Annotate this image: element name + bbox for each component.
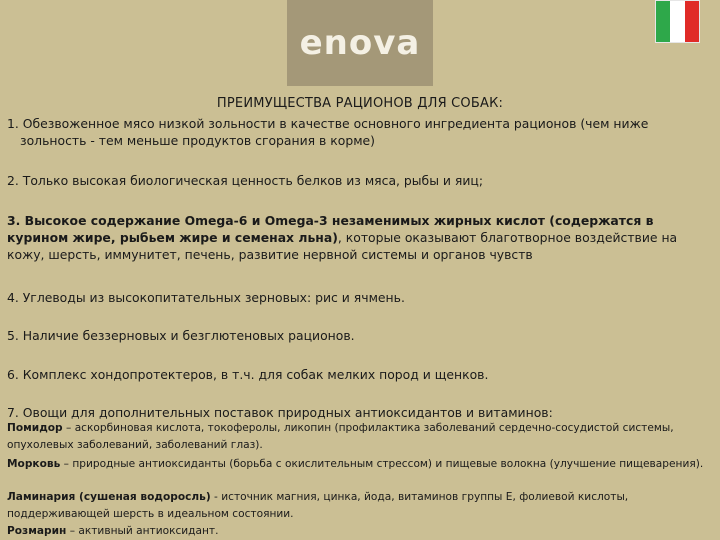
vegetable-carrot xyxy=(7,456,715,473)
benefit-item-1-line1: 1. Обезвоженное мясо низкой зольности в качестве основного ингредиента рационов (чем ниже xyxy=(7,116,649,131)
benefit-item-4: 4. Углеводы из высокопитательных зерновых: рис и ячмень. xyxy=(7,290,405,305)
benefit-item-7: 7. Овощи для дополнительных поставок природных антиоксидантов и витаминов: xyxy=(7,405,553,420)
flag-green-stripe xyxy=(656,1,670,42)
benefit-item-2: 2. Только высокая биологическая ценность белков из мяса, рыбы и яиц; xyxy=(7,173,484,188)
page-title: ПРЕИМУЩЕСТВА РАЦИОНОВ ДЛЯ СОБАК: xyxy=(216,96,504,111)
vegetable-rosemary-name: Розмарин xyxy=(7,525,67,537)
vegetable-rosemary-desc: – активный антиоксидант. xyxy=(66,525,219,537)
vegetable-carrot-name: Морковь xyxy=(7,458,61,470)
vegetable-carrot-desc: – природные антиоксиданты (борьба с окислительным стрессом) и пищевые волокна (улучшение пищеварения). xyxy=(60,458,704,470)
flag-red-stripe xyxy=(685,1,699,42)
flag-white-stripe xyxy=(670,1,684,42)
italy-flag-icon xyxy=(655,0,700,43)
vegetable-rosemary xyxy=(7,523,715,540)
benefit-item-3 xyxy=(7,212,715,263)
benefit-item-6: 6. Комплекс хондопротектеров, в т.ч. для собак мелких пород и щенков. xyxy=(7,367,489,382)
vegetable-tomato-desc: – аскорбиновая кислота, токоферолы, ликопин (профилактика заболеваний сердечно-сосудистой системы, опухолевых заболеваний, заболеваний глаз). xyxy=(7,422,674,451)
vegetable-kelp xyxy=(7,489,715,522)
benefit-item-3-bold: 3. Высокое содержание Omega-6 и Omega-3 незаменимых жирных кислот (содержатся в курином жире, рыбьем жире и семенах льна) xyxy=(7,213,654,245)
vegetable-tomato-name: Помидор xyxy=(7,422,63,434)
benefit-item-5: 5. Наличие беззерновых и безглютеновых рационов. xyxy=(7,328,355,343)
benefit-item-1 xyxy=(7,115,715,149)
benefit-item-1-line2: зольность - тем меньше продуктов сгорания в корме) xyxy=(20,133,376,148)
vegetable-kelp-desc: - источник магния, цинка, йода, витаминов группы Е, фолиевой кислоты, поддерживающей шерсть в идеальном состоянии. xyxy=(7,491,629,520)
benefit-item-3-text: , которые оказывают благотворное воздействие на кожу, шерсть, иммунитет, печень, развитие нервной системы и органов чувств xyxy=(7,230,678,262)
brand-logo: enova xyxy=(299,23,421,63)
vegetable-tomato xyxy=(7,420,715,453)
vegetable-kelp-name: Ламинария (сушеная водоросль) xyxy=(7,491,211,503)
brand-logo-box xyxy=(287,0,433,86)
